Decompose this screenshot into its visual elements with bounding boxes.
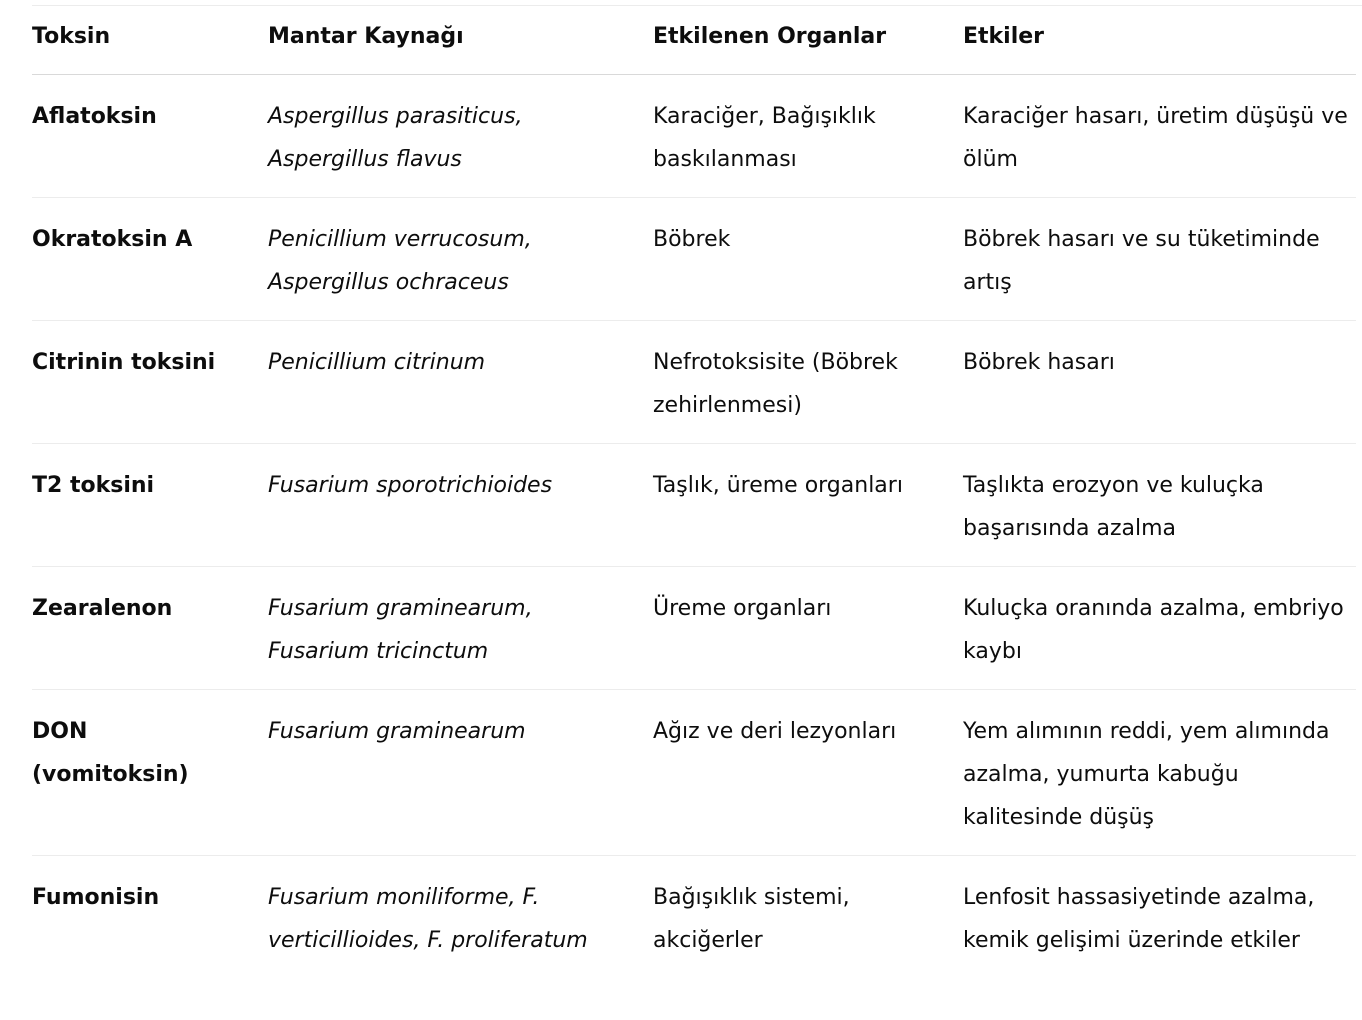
mycotoxin-table (32, 6, 1356, 978)
organs-cell: Taşlık, üreme organları (653, 444, 963, 567)
source-cell: Fusarium graminearum, Fusarium tricinctum (268, 567, 653, 690)
effects-cell: Böbrek hasarı (963, 321, 1356, 444)
effects-cell: Karaciğer hasarı, üretim düşüşü ve ölüm (963, 75, 1356, 198)
table-header-row (32, 6, 1356, 75)
header-toxin: Toksin (32, 6, 268, 75)
organs-cell: Bağışıklık sistemi, akciğerler (653, 885, 850, 953)
effects-cell: Yem alımının reddi, yem alımında azalma, yumurta kabuğu kalitesinde düşüş (963, 690, 1356, 856)
toxin-cell: Okratoksin A (32, 198, 268, 321)
effects-cell: Böbrek hasarı ve su tüketiminde artış (963, 198, 1356, 321)
toxin-cell: Aflatoksin (32, 75, 268, 198)
table-row (32, 690, 1356, 856)
source-cell: Penicillium verrucosum, Aspergillus ochraceus (268, 198, 653, 321)
header-effects: Etkiler (963, 6, 1356, 75)
organs-cell: Nefrotoksisite (Böbrek zehirlenmesi) (653, 321, 963, 444)
source-cell: Penicillium citrinum (268, 321, 653, 444)
effects-cell: Lenfosit hassasiyetinde azalma, kemik gelişimi üzerinde etkiler (963, 885, 1315, 953)
table-row (32, 198, 1356, 321)
table-row (32, 856, 1356, 979)
source-cell: Fusarium sporotrichioides (268, 444, 653, 567)
table-row (32, 444, 1356, 567)
source-cell: Fusarium moniliforme, F. verticillioides, F. proliferatum (268, 885, 588, 953)
toxin-cell: Fumonisin (32, 885, 160, 910)
table-row (32, 567, 1356, 690)
header-fungal-source: Mantar Kaynağı (268, 6, 653, 75)
organs-cell: Üreme organları (653, 567, 963, 690)
source-cell: Fusarium graminearum (268, 690, 653, 856)
effects-cell: Kuluçka oranında azalma, embriyo kaybı (963, 567, 1356, 690)
source-cell: Aspergillus parasiticus, Aspergillus flavus (268, 75, 653, 198)
toxin-cell: T2 toksini (32, 444, 268, 567)
table-row (32, 321, 1356, 444)
toxin-cell: Zearalenon (32, 567, 268, 690)
table-row (32, 75, 1356, 198)
organs-cell: Ağız ve deri lezyonları (653, 690, 963, 856)
toxin-cell: DON (vomitoksin) (32, 690, 268, 856)
organs-cell: Böbrek (653, 198, 963, 321)
toxin-cell: Citrinin toksini (32, 321, 268, 444)
organs-cell: Karaciğer, Bağışıklık baskılanması (653, 75, 963, 198)
header-affected-organs: Etkilenen Organlar (653, 6, 963, 75)
effects-cell: Taşlıkta erozyon ve kuluçka başarısında azalma (963, 444, 1356, 567)
